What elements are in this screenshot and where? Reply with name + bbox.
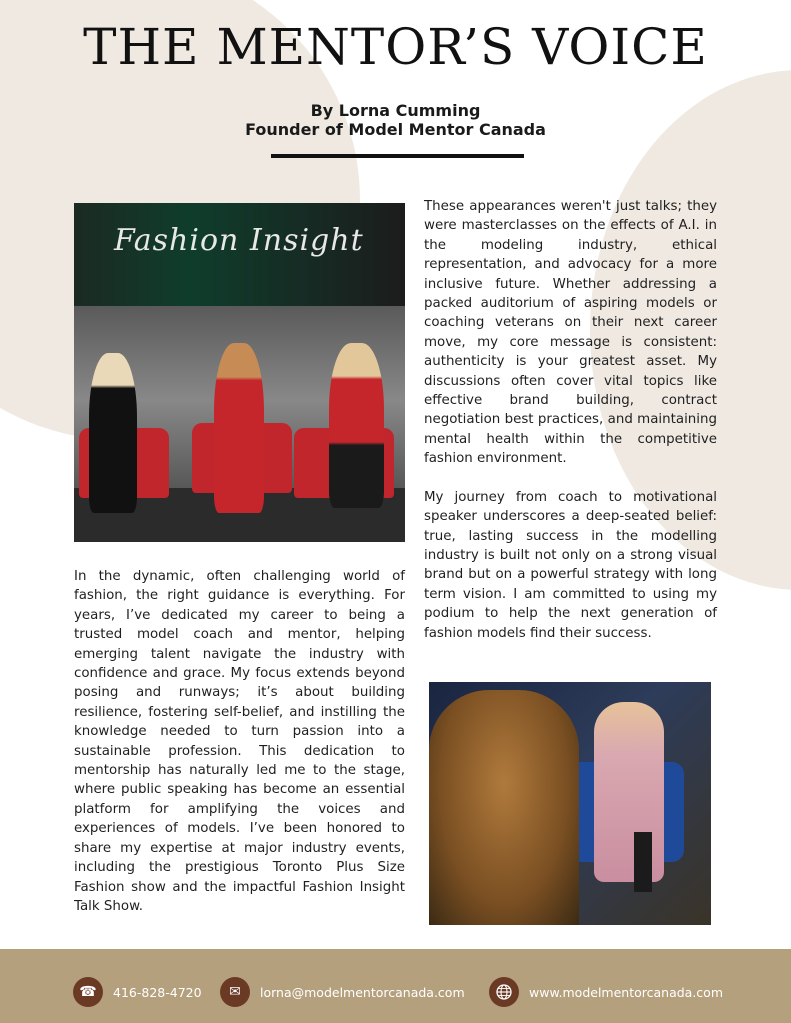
speaker xyxy=(594,702,664,882)
fashion-insight-logo: Fashion Insight xyxy=(114,223,364,258)
mail-icon: ✉ xyxy=(220,977,250,1007)
appearances-paragraph: These appearances weren't just talks; they were masterclasses on the effects of A.I. in the modeling industry, ethical representation, and advocacy for a more inclusive future. Whether addressing a packed auditorium of aspiring models or coaching veterans on their next career move, my core message is consistent: authenticity is your greatest asset. My discussions often cover vital topics like effective brand building, contract negotiation best practices, and maintaining mental health within the competitive fashion environment. xyxy=(424,199,717,467)
speaker-photo xyxy=(429,682,711,925)
left-column xyxy=(74,567,405,916)
website-url: www.modelmentorcanada.com xyxy=(529,984,724,1000)
fashion-insight-photo xyxy=(74,203,405,542)
journey-paragraph: My journey from coach to motivational speaker underscores a deep-seated belief: true, lasting success in the modelling industry is built not only on a strong visual brand but on a powerful strategy with long term vision. I am committed to using my podium to help the next generation of fashion models find their success. xyxy=(424,489,717,641)
email-address: lorna@modelmentorcanada.com xyxy=(260,984,465,1000)
phone-contact[interactable] xyxy=(73,977,202,1007)
guest-1 xyxy=(89,353,137,513)
title-divider xyxy=(271,154,524,158)
byline-author: By Lorna Cumming xyxy=(310,101,481,120)
guest-2 xyxy=(214,343,264,513)
website-contact[interactable] xyxy=(489,977,723,1007)
right-column xyxy=(424,197,717,643)
contact-footer xyxy=(0,949,791,1023)
globe-icon xyxy=(489,977,519,1007)
byline-role: Founder of Model Mentor Canada xyxy=(245,120,546,139)
page-title: THE MENTOR’S VOICE xyxy=(83,18,708,76)
intro-paragraph: In the dynamic, often challenging world of fashion, the right guidance is everything. For years, I’ve dedicated my career to being a trusted model coach and mentor, helping emerging talent navigate the industry with confidence and grace. My focus extends beyond posing and runways; it’s about building resilience, fostering self-belief, and instilling the knowledge needed to turn passion into a sustainable profession. This dedication to mentorship has naturally led me to the stage, where public speaking has become an essential platform for amplifying the voices and experiences of models. I’ve been honored to share my expertise at major industry events, including the prestigious Toronto Plus Size Fashion show and the impactful Fashion Insight Talk Show. xyxy=(74,569,405,914)
guest-3 xyxy=(329,343,384,508)
speaker-boots xyxy=(634,832,652,892)
phone-icon: ☎ xyxy=(73,977,103,1007)
phone-number: 416-828-4720 xyxy=(113,984,202,1000)
audience-member xyxy=(429,690,579,925)
photo-banner xyxy=(74,203,405,306)
email-contact[interactable] xyxy=(220,977,465,1007)
byline xyxy=(0,101,791,139)
